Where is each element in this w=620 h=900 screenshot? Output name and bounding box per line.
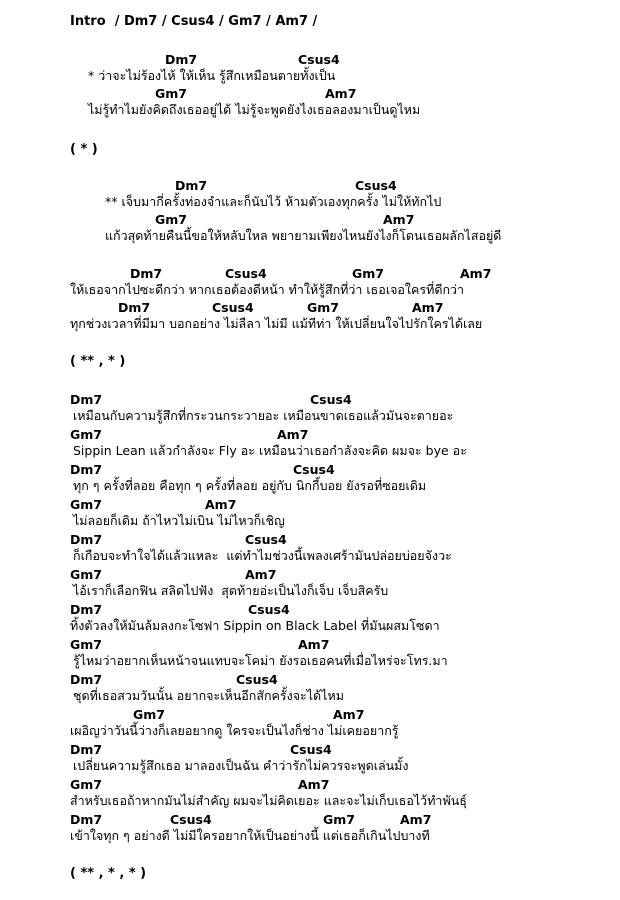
chord-label: Am7 — [460, 266, 492, 281]
lyric-line: Sippin Lean แล้วกำลังจะ Fly อะ เหมือนว่าเธอกำลังจะคิด ผมจะ bye อะ — [73, 443, 467, 458]
chord-label: Csus4 — [225, 266, 267, 281]
lyric-line: ไอ้เราก็เลือกฟิน สลิดไปฟัง สุดท้ายอ่ะเป็นไงก็เจ็บ เจ็บสิครับ — [73, 583, 389, 598]
chord-label: Am7 — [333, 707, 365, 722]
lyric-line: เข้าใจทุก ๆ อย่างดี ไม่มีใครอยากให้เป็นอย่างนี้ แต่เธอก็เกินไปบางที — [70, 828, 430, 843]
chord-label: Csus4 — [236, 672, 278, 687]
chord-label: Dm7 — [118, 300, 151, 315]
chord-label: Am7 — [245, 567, 277, 582]
lyric-line: เปลี่ยนความรู้สึกเธอ มาลองเป็นฉัน คำว่ารักไม่ควรจะพูดเล่นมั้ง — [73, 758, 409, 773]
lyric-line: สำหรับเธอถ้าหากมันไม่สำคัญ ผมจะไม่คิดเยอะ และจะไม่เก็บเธอไว้ทำพันธุ์ — [70, 793, 467, 808]
chord-label: Gm7 — [70, 567, 102, 582]
lyric-line: เผอิญว่าวันนี้ว่างก็เลยอยากดู ใครจะเป็นไงก็ช่าง ไม่เคยอยากรู้ — [70, 723, 399, 738]
lyric-line: ก็เกือบจะทำใจได้แล้วแหละ แต่ทำไมช่วงนี้เพลงเศร้ามันปล่อยบ่อยจังวะ — [73, 548, 452, 563]
chord-label: Gm7 — [352, 266, 384, 281]
chord-label: Dm7 — [70, 532, 103, 547]
chord-label: Gm7 — [155, 86, 187, 101]
chord-label: Gm7 — [70, 637, 102, 652]
chord-label: Am7 — [277, 427, 309, 442]
lyric-line: ทุกช่วงเวลาที่มีมา บอกอย่าง ไม่ลืลา ไม่มี แม้ทีท่า ให้เปลี่ยนใจไปรักใครได้เลย — [70, 316, 483, 331]
chord-label: Csus4 — [355, 178, 397, 193]
chord-label: Csus4 — [290, 742, 332, 757]
chord-label: Dm7 — [130, 266, 163, 281]
chord-label: Gm7 — [133, 707, 165, 722]
chord-label: Gm7 — [155, 212, 187, 227]
chord-label: Am7 — [205, 497, 237, 512]
chord-label: Gm7 — [70, 777, 102, 792]
repeat-marker: ( * ) — [70, 142, 98, 157]
chord-label: Csus4 — [310, 392, 352, 407]
chord-label: Am7 — [325, 86, 357, 101]
intro-line: Intro / Dm7 / Csus4 / Gm7 / Am7 / — [70, 14, 318, 29]
lyric-line: ชุดที่เธอสวมวันนั้น อยากจะเห็นอีกสักครั้งจะได้ไหม — [73, 688, 344, 703]
chord-label: Csus4 — [245, 532, 287, 547]
chord-label: Dm7 — [70, 602, 103, 617]
chord-label: Gm7 — [323, 812, 355, 827]
chord-label: Dm7 — [70, 462, 103, 477]
lyric-line: ทิ้งตัวลงให้มันล้มลงกะโซฟา Sippin on Black Label ที่มันผสมโซดา — [70, 618, 440, 633]
lyric-line: รู้ไหมว่าอยากเห็นหน้าจนแทบจะโคม่า ยังรอเธอคนที่เมื่อไหร่จะโทร.มา — [73, 653, 448, 668]
chord-label: Csus4 — [212, 300, 254, 315]
repeat-marker: ( ** , * ) — [70, 354, 126, 369]
chord-label: Dm7 — [70, 392, 103, 407]
chord-label: Csus4 — [293, 462, 335, 477]
lyric-line: ทุก ๆ ครั้งที่ลอย คือทุก ๆ ครั้งที่ลอย อยู่กับ นิกกี้บอย ยังรอที่ซอยเดิม — [73, 478, 427, 493]
chord-label: Csus4 — [298, 52, 340, 67]
chord-label: Dm7 — [70, 742, 103, 757]
lyric-line: แก้วสุดท้ายคืนนี้ขอให้หลับใหล พยายามเพียงไหนยังไงก็โดนเธอผลักไสอยู่ดี — [105, 228, 502, 243]
chord-label: Am7 — [400, 812, 432, 827]
chord-label: Am7 — [298, 777, 330, 792]
lyric-line: ไม่ลอยก็เดิม ถ้าไหวไม่เบิน ไม่ไหวก็เชิญ — [73, 513, 285, 528]
chord-label: Dm7 — [165, 52, 198, 67]
repeat-marker: ( ** , * , * ) — [70, 866, 147, 881]
chord-label: Gm7 — [307, 300, 339, 315]
lyric-line: เหมือนกับความรู้สึกที่กระวนกระวายอะ เหมือนขาดเธอแล้วมันจะตายอะ — [73, 408, 454, 423]
lyric-line: ** เจ็บมากี่ครั้งท่องจำและก็นับไว้ ห้ามตัวเองทุกครั้ง ไม่ให้ทักไป — [105, 194, 442, 209]
chord-label: Csus4 — [248, 602, 290, 617]
chord-label: Dm7 — [70, 812, 103, 827]
lyric-line: * ว่าจะไม่ร้องไห้ ให้เห็น รู้สึกเหมือนตายทั้งเป็น — [88, 68, 336, 83]
chord-label: Dm7 — [70, 672, 103, 687]
chord-label: Gm7 — [70, 427, 102, 442]
chord-label: Dm7 — [175, 178, 208, 193]
chord-label: Am7 — [412, 300, 444, 315]
lyric-line: ไม่รู้ทำไมยังคิดถึงเธออยู่ได้ ไม่รู้จะพูดยังไงเธอลองมาเป็นดูไหม — [88, 102, 421, 117]
chord-label: Gm7 — [70, 497, 102, 512]
lyric-line: ให้เธอจากไปซะดีกว่า หากเธอต้องดีหน้า ทำให้รู้สึกที่ว่า เธอเจอใครที่ดีกว่า — [70, 282, 465, 297]
chord-label: Am7 — [383, 212, 415, 227]
chord-label: Csus4 — [170, 812, 212, 827]
chord-label: Am7 — [298, 637, 330, 652]
